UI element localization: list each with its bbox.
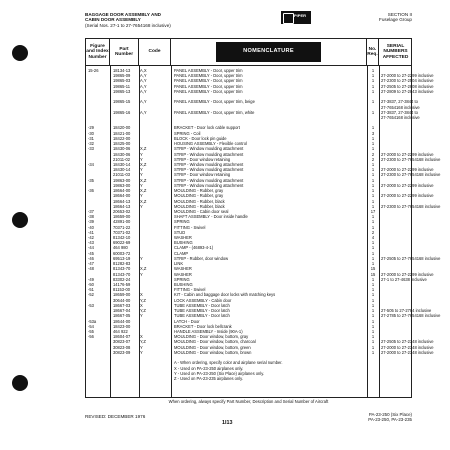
row-no-req: 1 <box>371 78 375 84</box>
row-serial: 27-2000 to 27-2299 inclusive <box>381 151 434 157</box>
row-part-number: 18430-06 <box>113 146 131 152</box>
row-code: Y <box>140 167 143 173</box>
model-list <box>344 412 412 423</box>
row-no-req: 1 <box>371 323 375 329</box>
row-nomenclature: CLAMP - (46893-4-1) <box>174 245 214 251</box>
row-figure: -50 <box>88 282 94 288</box>
row-part-number: 18644-00 <box>113 318 131 324</box>
row-nomenclature: MOULDING - Rubber, black <box>174 203 225 209</box>
row-part-number: 19865-15 <box>113 99 131 105</box>
row-code: X,Z <box>140 198 147 204</box>
row-serial: 27-1 to 27-4638 inclusive <box>381 276 427 282</box>
row-nomenclature: MOULDING - Rubber, black <box>174 198 225 204</box>
col-header-serial: SERIAL NUMBERS AFFECTED <box>382 43 409 60</box>
row-no-req: 1 <box>371 88 375 94</box>
row-code: Y <box>140 156 143 162</box>
row-part-number: 81282-83 <box>113 261 131 267</box>
row-no-req: 1 <box>371 83 375 89</box>
row-nomenclature: SPRING <box>174 219 190 225</box>
row-part-number: 30644-00 <box>113 297 131 303</box>
row-nomenclature: PANEL ASSEMBLY - Door, upper trim, beige <box>174 99 255 105</box>
row-part-number: 60003-72 <box>113 250 131 256</box>
row-code: X <box>140 302 143 308</box>
row-no-req: 1 <box>371 177 375 183</box>
row-no-req: 1 <box>371 282 375 288</box>
row-figure: -35 <box>88 177 94 183</box>
row-no-req: 1 <box>371 261 375 267</box>
row-nomenclature: STRIP - Window moulding attachment <box>174 167 244 173</box>
title-line-1: BAGGAGE DOOR ASSEMBLY AND <box>85 12 161 17</box>
row-figure: -53a <box>88 318 97 324</box>
row-nomenclature: Z - Used on PA-23-235 airplanes only. <box>174 375 244 381</box>
header-divider <box>86 65 411 66</box>
row-part-number: 19865-16 <box>113 109 131 115</box>
row-nomenclature: FITTING - Swivel <box>174 224 206 230</box>
row-no-req: 1 <box>371 198 375 204</box>
row-figure: -48 <box>88 266 94 272</box>
row-code: X <box>140 334 143 340</box>
row-no-req: 1 <box>371 318 375 324</box>
row-part-number: 19865-09 <box>113 73 131 79</box>
row-no-req: 1 <box>371 219 375 225</box>
section-sub: Fuselage Group <box>379 17 412 23</box>
row-nomenclature: MOULDING - Door window, bottom, charcoal <box>174 339 256 345</box>
row-code: Y <box>140 172 143 178</box>
row-code: Y <box>140 344 143 350</box>
row-part-number: 19865-11 <box>113 83 130 89</box>
row-part-number: 20653-02 <box>113 208 131 214</box>
row-serial: 27-2300 to 27-7654168 inclusive <box>381 172 441 178</box>
row-no-req: 1 <box>371 146 375 152</box>
row-figure: -42 <box>88 235 94 241</box>
section-header <box>348 12 412 23</box>
row-nomenclature: MOULDING - Door window, bottom, brown <box>174 349 252 355</box>
binder-hole-middle <box>12 212 28 228</box>
row-nomenclature: SPRING - Coil <box>174 130 201 136</box>
row-nomenclature: BRACKET - Door lock bellcrank <box>174 323 232 329</box>
binder-hole-top <box>12 45 28 61</box>
row-nomenclature: BUSHING <box>174 240 193 246</box>
row-serial: 27-2300 to 27-7654168 inclusive <box>381 156 441 162</box>
row-part-number: 18664-00 <box>113 193 131 199</box>
row-part-number: 69022-69 <box>113 240 131 246</box>
row-part-number: 18667-03 <box>113 302 131 308</box>
row-no-req: 4 <box>371 235 375 241</box>
row-no-req: 1 <box>371 344 375 350</box>
row-nomenclature: TUBE ASSEMBLY - Door latch <box>174 313 230 319</box>
row-figure: -41 <box>88 229 94 235</box>
row-nomenclature: A - When ordering, specify color and airplane serial number. <box>174 360 283 366</box>
row-nomenclature: BLOCK - Door lock pin guide <box>174 135 227 141</box>
serial-note: (Serial Nos. 27-1 to 27-7654168 inclusive) <box>85 22 171 28</box>
row-part-number: 18659-00 <box>113 214 131 220</box>
row-part-number: 18430-06 <box>113 151 131 157</box>
row-no-req: 1 <box>371 313 375 319</box>
row-no-req: 1 <box>371 240 375 246</box>
row-figure: -47 <box>88 261 94 267</box>
row-part-number: 18604-07 <box>113 334 131 340</box>
row-nomenclature: Y - Used on PA-23-250 (Six Place) airplanes only. <box>174 370 265 376</box>
row-serial: 27-505 to 27-2784 inclusive <box>381 308 432 314</box>
row-part-number: 18420-00 <box>113 125 131 131</box>
row-no-req: 1 <box>371 250 375 256</box>
row-serial: 27-2000 to 27-2299 inclusive <box>381 73 434 79</box>
row-serial: 27-7654168 inclusive <box>381 104 420 110</box>
row-no-req: 1 <box>371 334 375 340</box>
row-no-req: 1 <box>371 135 375 141</box>
row-part-number: 70371-22 <box>113 224 131 230</box>
row-nomenclature: STRIP - Door window retaining <box>174 172 231 178</box>
row-nomenclature: KIT - Cabin and baggage door locks with matching keys <box>174 292 276 298</box>
row-no-req: 1 <box>371 182 375 188</box>
row-nomenclature: LATCH - Door <box>174 318 200 324</box>
row-no-req: 2 <box>371 229 375 235</box>
row-part-number: 19865-03 <box>113 78 131 84</box>
row-part-number: 18664-13 <box>113 203 131 209</box>
row-no-req: 1 <box>371 141 375 147</box>
row-serial: 27-2000 to 27-2299 inclusive <box>381 167 434 173</box>
row-no-req: 1 <box>371 99 375 105</box>
row-part-number: 19865-13 <box>113 88 131 94</box>
model-line-2: PA-23-250, PA-23-235 <box>368 417 412 423</box>
row-nomenclature: MOULDING - Door window, bottom, green <box>174 344 251 350</box>
row-nomenclature: TUBE ASSEMBLY - Door latch <box>174 302 230 308</box>
row-nomenclature: STRIP - Window moulding attachment <box>174 146 244 152</box>
row-nomenclature: BRACKET - Door lock cable support <box>174 125 240 131</box>
row-serial: 27-3837, 27-3844 to <box>381 99 418 105</box>
page-title <box>85 12 171 28</box>
row-nomenclature: HOUSING ASSEMBLY - Flexible control <box>174 141 247 147</box>
row-figure: -34 <box>88 161 94 167</box>
row-no-req: 1 <box>371 255 375 261</box>
row-figure: -30 <box>88 130 94 136</box>
row-code: A,Y <box>140 109 147 115</box>
row-code: Y,Z <box>140 308 146 314</box>
row-figure: -45 <box>88 250 94 256</box>
table-row <box>86 376 411 381</box>
title-line-2: CABIN DOOR ASSEMBLY <box>85 17 141 23</box>
row-part-number: 18421-00 <box>113 130 131 136</box>
row-part-number: 81153-00 <box>113 287 130 293</box>
row-figure: -54 <box>88 323 94 329</box>
row-nomenclature: FITTING - Swivel <box>174 287 206 293</box>
row-figure: -43 <box>88 240 94 246</box>
row-nomenclature: WASHER <box>174 271 192 277</box>
row-serial: 27-7654168 inclusive <box>381 114 420 120</box>
row-part-number: 83302-24 <box>113 276 131 282</box>
row-figure: -36 <box>88 188 94 194</box>
row-no-req: 1 <box>371 224 375 230</box>
row-part-number: 18659-00 <box>113 292 131 298</box>
row-no-req: 1 <box>371 73 375 79</box>
row-figure: -32 <box>88 141 94 147</box>
row-serial: 27-2000 to 27-2348 inclusive <box>381 349 434 355</box>
row-figure: -31 <box>88 135 94 141</box>
row-nomenclature: SPRING <box>174 276 190 282</box>
row-figure: -55 <box>88 329 94 334</box>
row-figure: -33 <box>88 146 94 152</box>
row-serial: 27-2300 to 27-2504 inclusive <box>381 78 434 84</box>
row-part-number: 18425-00 <box>113 141 131 147</box>
row-code: A,X <box>140 68 147 73</box>
row-nomenclature: PANEL ASSEMBLY - Door, upper trim <box>174 88 243 94</box>
row-figure: 15-26 <box>88 68 99 73</box>
row-part-number: 18430-14 <box>113 161 131 167</box>
row-part-number: 18664-00 <box>113 188 131 194</box>
row-code: Y <box>140 182 143 188</box>
row-no-req: 1 <box>371 193 375 199</box>
row-part-number: 464 922 <box>113 329 128 334</box>
row-part-number: 18664-13 <box>113 198 131 204</box>
row-no-req: 1 <box>371 292 375 298</box>
row-serial: 27-2300 to 27-7654168 inclusive <box>381 203 441 209</box>
piper-logo <box>281 11 311 24</box>
row-nomenclature: MOULDING - Door window, bottom, gray <box>174 334 249 340</box>
row-serial: 27-2505 to 27-2808 inclusive <box>381 83 434 89</box>
row-figure: -40 <box>88 224 94 230</box>
row-no-req: 1 <box>371 245 375 251</box>
row-no-req: 1 <box>371 287 375 293</box>
row-no-req: 1 <box>371 276 375 282</box>
row-nomenclature: CLAMP <box>174 250 189 256</box>
row-code: Y <box>140 271 143 277</box>
row-no-req: 2 <box>371 151 375 157</box>
row-code: Y <box>140 151 143 157</box>
row-nomenclature: WASHER <box>174 235 192 241</box>
row-no-req: 1 <box>371 203 375 209</box>
binder-hole-bottom <box>12 375 28 391</box>
row-serial: 27-2000 to 27-2299 inclusive <box>381 193 434 199</box>
row-code: X,Z <box>140 177 147 183</box>
row-nomenclature: LINK <box>174 261 184 267</box>
section-label: SECTION II <box>387 12 412 17</box>
row-figure: -38 <box>88 214 94 220</box>
row-no-req: 1 <box>371 308 375 314</box>
row-no-req: 1 <box>371 297 375 303</box>
row-no-req: 1 <box>371 302 375 308</box>
row-code: A,Y <box>140 88 147 94</box>
row-part-number: 18667-05 <box>113 313 131 319</box>
row-no-req: 2 <box>371 156 375 162</box>
logo-text: PIPER <box>294 13 307 18</box>
row-part-number: 21011-03 <box>113 172 130 178</box>
logo-mark-icon <box>283 13 294 24</box>
row-part-number: 69513-19 <box>113 255 131 261</box>
row-code: A,Y <box>140 99 147 105</box>
row-part-number: 21011-02 <box>113 156 130 162</box>
row-figure: -53 <box>88 302 94 308</box>
row-part-number: 464 980 <box>113 245 128 251</box>
row-serial: 27-2505 to 27-2348 inclusive <box>381 339 434 345</box>
row-nomenclature: PANEL ASSEMBLY - Door, upper trim <box>174 68 243 73</box>
row-part-number: 18134-13 <box>113 68 131 73</box>
row-part-number: 30823-07 <box>113 339 131 345</box>
row-no-req: 1 <box>371 329 375 334</box>
parts-table <box>85 38 441 398</box>
row-code: X,Z <box>140 188 147 194</box>
ordering-note: When ordering, always specify Part Number, Description and Serial Number of Aircraft <box>168 399 329 404</box>
row-nomenclature: WASHER <box>174 266 192 272</box>
row-code: A,Y <box>140 78 147 84</box>
row-serial: 27-2809 to 27-2843 inclusive <box>381 88 434 94</box>
row-nomenclature: STUD <box>174 229 186 235</box>
row-part-number: 30823-09 <box>113 349 131 355</box>
row-figure: -46 <box>88 255 94 261</box>
row-nomenclature: BUSHING <box>174 282 193 288</box>
row-nomenclature: PANEL ASSEMBLY - Door, upper trim <box>174 83 243 89</box>
row-no-req: 17 <box>370 208 376 214</box>
row-part-number: 81342-10 <box>113 235 131 241</box>
row-no-req: 1 <box>371 339 375 345</box>
row-code: X,Z <box>140 266 147 272</box>
row-code: X,Z <box>140 146 147 152</box>
row-nomenclature: PANEL ASSEMBLY - Door, upper trim, white <box>174 109 255 115</box>
row-serial: 27-2000 to 27-2348 inclusive <box>381 344 434 350</box>
row-figure: -56 <box>88 334 94 340</box>
row-part-number: 81343-70 <box>113 266 131 272</box>
row-nomenclature: MOULDING - Cabin door seal <box>174 208 229 214</box>
row-code: A,Y <box>140 83 147 89</box>
row-part-number: 19863-00 <box>113 177 131 183</box>
row-part-number: 14176-59 <box>113 282 131 288</box>
row-no-req: 1 <box>371 109 375 115</box>
page-number: 1I13 <box>222 420 233 426</box>
row-no-req: 1 <box>371 125 375 131</box>
row-part-number: 42891-00 <box>113 219 131 225</box>
row-no-req: 3 <box>371 130 375 136</box>
row-figure: -37 <box>88 208 94 214</box>
model-line-1: PA-23-250 (Six Place) <box>368 412 412 417</box>
row-nomenclature: STRIP - Door window retaining <box>174 156 231 162</box>
row-serial: 27-2000 to 27-2299 inclusive <box>381 182 434 188</box>
col-header-nomenclature-cell <box>171 39 367 65</box>
row-part-number: 30823-08 <box>113 344 131 350</box>
row-code: X,Z <box>140 161 147 167</box>
col-header-code: Code <box>139 39 171 65</box>
row-code: Y <box>140 255 143 261</box>
col-header-part: Part Number <box>110 39 139 65</box>
row-no-req: 1 <box>371 167 375 173</box>
row-nomenclature: STRIP - Window moulding attachment <box>174 177 244 183</box>
row-part-number: 81343-70 <box>113 271 131 277</box>
row-nomenclature: STRIP - Window moulding attachment <box>174 161 244 167</box>
row-serial: 27-2000 to 27-2299 inclusive <box>381 271 434 277</box>
row-nomenclature: X - Used on PA-23-250 airplanes only. <box>174 365 244 371</box>
row-nomenclature: TUBE ASSEMBLY - Door latch <box>174 308 230 314</box>
row-part-number: 19863-00 <box>113 182 131 188</box>
row-serial: 27-2505 to 27-7654168 inclusive <box>381 255 441 261</box>
row-nomenclature: STRIP - Rubber, door window <box>174 255 229 261</box>
row-nomenclature: PANEL ASSEMBLY - Door, upper trim <box>174 78 243 84</box>
row-figure: -39 <box>88 219 94 225</box>
col-header-figure: Figure and Index Number <box>86 39 110 65</box>
row-no-req: 1 <box>371 172 375 178</box>
row-figure: -51 <box>88 287 94 293</box>
row-no-req: 1 <box>371 161 375 167</box>
row-nomenclature: MOULDING - Rubber, gray <box>174 188 224 194</box>
row-no-req: 1 <box>371 188 375 194</box>
row-code: Y <box>140 349 143 355</box>
row-code: Y,Z <box>140 339 146 345</box>
row-serial: 27-3837, 27-3844 to <box>381 109 418 115</box>
row-part-number: 18423-00 <box>113 323 131 329</box>
row-nomenclature: MOULDING - Rubber, gray <box>174 193 224 199</box>
row-code: Y <box>140 203 143 209</box>
row-code: Y <box>140 193 143 199</box>
row-code: Y,Z <box>140 297 146 303</box>
col-header-no-req: No. Req. <box>367 39 379 65</box>
row-part-number: 18667-04 <box>113 308 131 314</box>
row-part-number: 70371-02 <box>113 229 131 235</box>
row-serial: 27-2785 to 27-7654168 inclusive <box>381 313 441 319</box>
row-nomenclature: SHAFT ASSEMBLY - Door inside handle <box>174 214 248 220</box>
row-figure: -29 <box>88 125 94 131</box>
row-nomenclature: LOCK ASSEMBLY - Cabin door <box>174 297 232 303</box>
row-no-req: 1 <box>371 214 375 220</box>
row-no-req: 1 <box>371 349 375 355</box>
row-no-req: 1 <box>371 68 375 73</box>
revised-date: REVISED: DECEMBER 1976 <box>85 414 146 419</box>
row-nomenclature: STRIP - Window moulding attachment <box>174 182 244 188</box>
row-code: X <box>140 292 143 298</box>
row-nomenclature: STRIP - Window moulding attachment <box>174 151 244 157</box>
row-figure: -49 <box>88 276 94 282</box>
row-part-number: 18422-00 <box>113 135 131 141</box>
col-header-nomenclature: NOMENCLATURE <box>216 42 321 62</box>
row-part-number: 18430-14 <box>113 167 131 173</box>
row-code: Y <box>140 313 143 319</box>
row-nomenclature: PANEL ASSEMBLY - Door, upper trim <box>174 73 243 79</box>
row-no-req: 15 <box>370 271 376 277</box>
row-code: A,Y <box>140 73 147 79</box>
row-figure: -44 <box>88 245 94 251</box>
row-figure: -52 <box>88 292 94 298</box>
row-no-req: 15 <box>370 266 376 272</box>
row-nomenclature: HANDLE ASSEMBLY - Inside (90A-1) <box>174 329 243 334</box>
